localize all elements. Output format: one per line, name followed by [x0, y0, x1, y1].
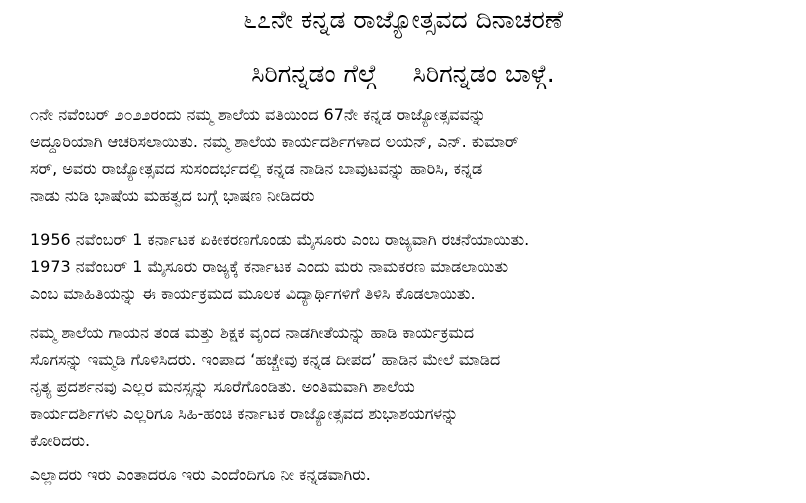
- slogan-left: ಸಿರಿಗನ್ನಡಂ ಗೆಲ್ಗೆ: [251, 59, 377, 88]
- paragraph-line: 1956 ನವೆಂಬರ್ 1 ಕರ್ನಾಟಕ ಏಕೀಕರಣಗೊಂಡು ಮೈಸೂರು ಎಂಬ ರಾಜ್ಯವಾಗಿ ರಚನೆಯಾಯಿತು.: [30, 230, 530, 249]
- slogan-right: ಸಿರಿಗನ್ನಡಂ ಬಾಳ್ಗೆ.: [412, 59, 555, 88]
- paragraph-program: [30, 319, 790, 454]
- paragraph-line: ಕಾರ್ಯದರ್ಶಿಗಳು ಎಲ್ಲರಿಗೂ ಸಿಹಿ-ಹಂಚಿ ಕರ್ನಾಟಕ ರಾಜ್ಯೋತ್ಸವದ ಶುಭಾಶಯಗಳನ್ನು: [30, 404, 459, 423]
- paragraph-celebration: [30, 101, 790, 209]
- paragraph-closing-quote: [30, 461, 790, 488]
- document-title: ೬೭ನೇ ಕನ್ನಡ ರಾಜ್ಯೋತ್ಸವದ ದಿನಾಚರಣೆ: [242, 5, 564, 34]
- paragraph-line: ಸರ್, ಅವರು ರಾಜ್ಯೋತ್ಸವದ ಸುಸಂದರ್ಭದಲ್ಲಿ ಕನ್ನಡ ನಾಡಿನ ಬಾವುಟವನ್ನು ಹಾರಿಸಿ, ಕನ್ನಡ: [30, 159, 483, 178]
- paragraph-line: ನೃತ್ಯ ಪ್ರದರ್ಶನವು ಎಲ್ಲರ ಮನಸ್ಸನ್ನು ಸೂರೆಗೊಂಡಿತು. ಅಂತಿಮವಾಗಿ ಶಾಲೆಯ: [30, 377, 415, 396]
- paragraph-line: 1973 ನವೆಂಬರ್ 1 ಮೈಸೂರು ರಾಜ್ಯಕ್ಕೆ ಕರ್ನಾಟಕ ಎಂದು ಮರು ನಾಮಕರಣ ಮಾಡಲಾಯಿತು: [30, 257, 509, 276]
- document-slogan: [0, 58, 806, 90]
- paragraph-line: ನಾಡು ನುಡಿ ಭಾಷೆಯ ಮಹತ್ವದ ಬಗ್ಗೆ ಭಾಷಣ ನೀಡಿದರು: [30, 186, 315, 205]
- paragraph-line: ಎಂಬ ಮಾಹಿತಿಯನ್ನು ಈ ಕಾರ್ಯಕ್ರಮದ ಮೂಲಕ ವಿದ್ಯಾರ್ಥಿಗಳಿಗೆ ತಿಳಿಸಿ ಕೊಡಲಾಯಿತು.: [30, 284, 476, 303]
- paragraph-line: ೧ನೇ ನವೆಂಬರ್ ೨೦೨೨ರಂದು ನಮ್ಮ ಶಾಲೆಯ ವತಿಯಿಂದ 67ನೇ ಕನ್ನಡ ರಾಜ್ಯೋತ್ಸವವನ್ನು: [30, 105, 486, 124]
- paragraph-line: ಎಲ್ಲಾದರು ಇರು ಎಂತಾದರೂ ಇರು ಎಂದೆಂದಿಗೂ ನೀ ಕನ್ನಡವಾಗಿರು.: [30, 465, 371, 484]
- paragraph-line: ಅದ್ದೂರಿಯಾಗಿ ಆಚರಿಸಲಾಯಿತು. ನಮ್ಮ ಶಾಲೆಯ ಕಾರ್ಯದರ್ಶಿಗಳಾದ ಲಯನ್, ಎನ್. ಕುಮಾರ್: [30, 132, 519, 151]
- paragraph-line: ಸೊಗಸನ್ನು ಇಮ್ಮಡಿ ಗೊಳಿಸಿದರು. ಇಂಪಾದ ‘ಹಚ್ಚೇವು ಕನ್ನಡ ದೀಪದ’ ಹಾಡಿನ ಮೇಲೆ ಮಾಡಿದ: [30, 350, 501, 369]
- paragraph-line: ನಮ್ಮ ಶಾಲೆಯ ಗಾಯನ ತಂಡ ಮತ್ತು ಶಿಕ್ಷಕ ವೃಂದ ನಾಡಗೀತೆಯನ್ನು ಹಾಡಿ ಕಾರ್ಯಕ್ರಮದ: [30, 323, 475, 342]
- paragraph-line: ಕೋರಿದರು.: [30, 431, 91, 450]
- paragraph-history: [30, 226, 790, 307]
